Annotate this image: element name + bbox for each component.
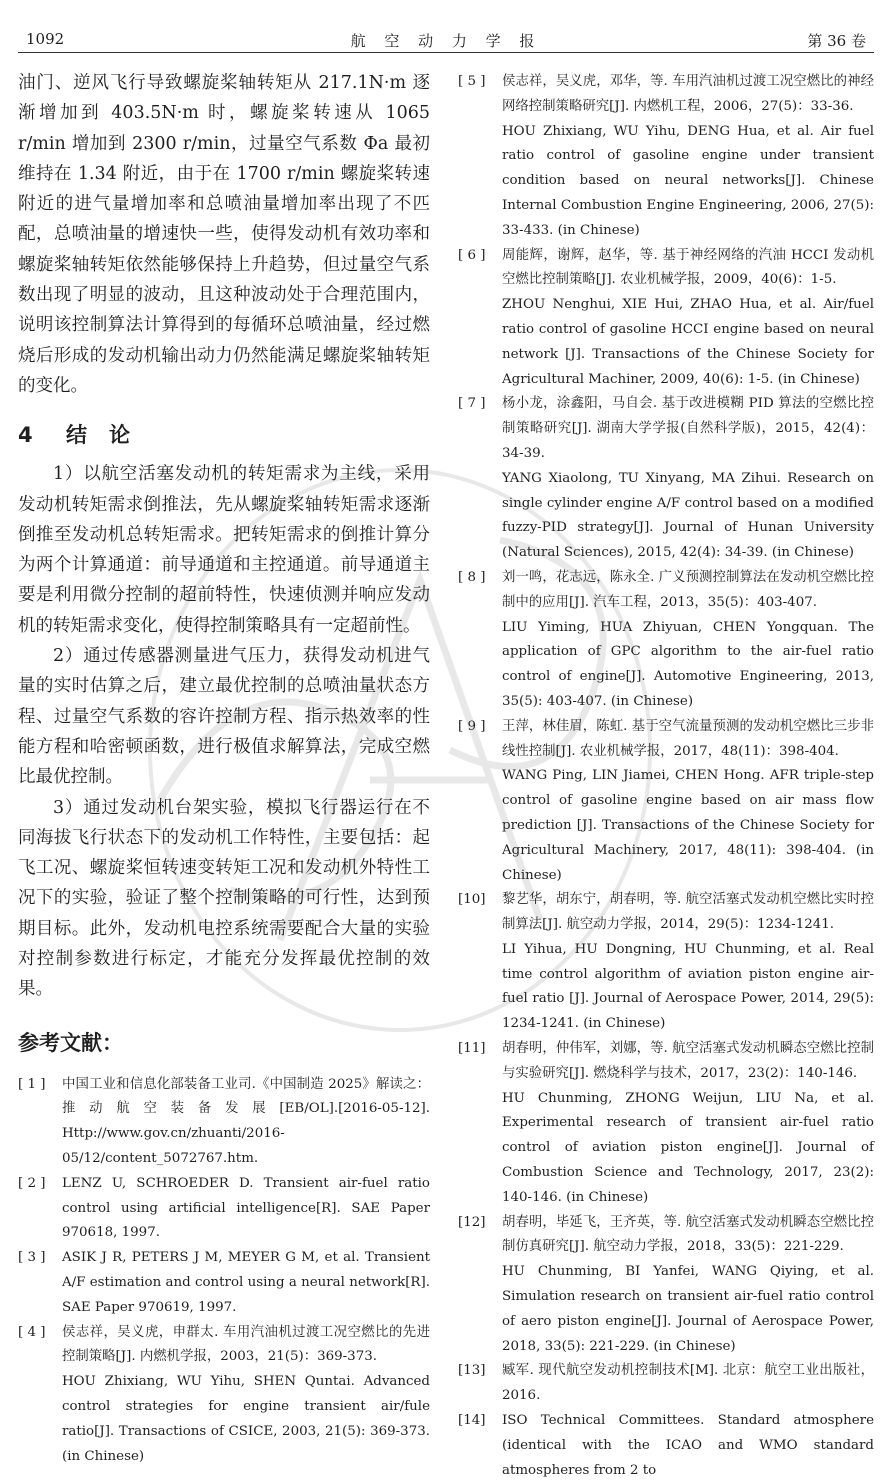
- reference-item: [458, 1359, 874, 1409]
- reference-number: [ 5 ]: [458, 74, 486, 89]
- reference-number: [ 4 ]: [18, 1324, 46, 1340]
- reference-text: [62, 1073, 430, 1172]
- section-heading: [18, 419, 430, 449]
- reference-number: [ 9 ]: [458, 718, 486, 734]
- conclusion-paragraph-1: 1）以航空活塞发动机的转矩需求为主线，采用发动机转矩需求倒推法，先从螺旋桨轴转矩需求逐渐倒推至发动机总转矩需求。把转矩需求的倒推计算分为两个计算通道：前导通道和主控通道。前导通道主要是利用微分控制的超前特性，快速侦测并响应发动机的转矩需求变化，使得控制策略具有一定超前性。: [18, 464, 430, 636]
- reference-text: [502, 244, 874, 393]
- reference-line: 刘一鸣，花志远，陈永全. 广义预测控制算法在发动机空燃比控制中的应用[J]. 汽车工程，2013，35(5)：403-407.: [502, 569, 874, 610]
- reference-number: [14]: [458, 1413, 486, 1429]
- reference-text: [502, 888, 874, 1037]
- section-number: 4: [18, 423, 33, 448]
- reference-text: [502, 1409, 874, 1483]
- reference-item: [458, 566, 874, 715]
- reference-text: [502, 392, 874, 566]
- reference-item: [458, 70, 874, 244]
- page-number: 1092: [26, 30, 65, 48]
- volume-label: 第 36 卷: [807, 32, 866, 50]
- reference-list-left: [18, 1073, 430, 1470]
- reference-line: 王萍，林佳眉，陈虹. 基于空气流量预测的发动机空燃比三步非线性控制[J]. 农业机械学报，2017，48(11)：398-404.: [502, 718, 874, 759]
- reference-line: 杨小龙，涂鑫阳，马自会. 基于改进模糊 PID 算法的空燃比控制策略研究[J]. 湖南大学学报(自然科学版)，2015，42(4)：34-39.: [502, 396, 874, 461]
- reference-item: [458, 1409, 874, 1483]
- reference-line: 侯志祥，吴义虎，邓华，等. 车用汽油机过渡工况空燃比的神经网络控制策略研究[J]. 内燃机工程，2006，27(5)：33-36.: [502, 74, 874, 114]
- reference-line: HU Chunming, BI Yanfei, WANG Qiying, et al. Simulation research on transient air-fuel ratio control of aero piston engine[J]. Journal of Aerospace Power, 2018, 33(5): 221-229. (in Chinese): [502, 1264, 874, 1354]
- left-column: [18, 68, 430, 1469]
- reference-number: [11]: [458, 1041, 486, 1057]
- reference-item: [458, 244, 874, 393]
- reference-line: YANG Xiaolong, TU Xinyang, MA Zihui. Research on single cylinder engine A/F control based on a modified fuzzy-PID strategy[J]. Journal of Hunan University (Natural Sciences), 2015, 42(4): 34-39. (in Chinese): [502, 470, 874, 561]
- reference-item: [18, 1321, 430, 1470]
- reference-line: LENZ U, SCHROEDER D. Transient air-fuel ratio control using artificial intelligence[R]. SAE Paper 970618, 1997.: [62, 1175, 430, 1241]
- reference-line: ASIK J R, PETERS J M, MEYER G M, et al. Transient A/F estimation and control using a neural network[R]. SAE Paper 970619, 1997.: [62, 1250, 430, 1315]
- reference-text: [502, 1359, 874, 1409]
- reference-number: [10]: [458, 892, 486, 908]
- body-paragraph: 油门、逆风飞行导致螺旋桨轴转矩从 217.1N·m 逐渐增加到 403.5N·m 时，螺旋桨转速从 1065 r/min 增加到 2300 r/min，过量空气系数 Φa 最初维持在 1.34 附近，由于在 1700 r/min 螺旋桨转速附近的进气量增加率和总喷油量增加率出现了不匹配，总喷油量的增速快一些，使得发动机有效功率和螺旋桨轴转矩依然能够保持上升趋势，但过量空气系数出现了明显的波动，且这种波动处于合理范围内，说明该控制算法计算得到的每循环总喷油量，经过燃烧后形成的发动机输出动力仍然能满足螺旋桨轴转矩的变化。: [18, 73, 430, 396]
- reference-line: HU Chunming, ZHONG Weijun, LIU Na, et al. Experimental research of transient air-fuel ratio control of aviation piston engine[J]. Journal of Combustion Science and Technology, 2017, 23(2): 140-146. (in Chinese): [502, 1090, 874, 1205]
- reference-line: ISO Technical Committees. Standard atmosphere (identical with the ICAO and WMO standard atmospheres from 2 to: [502, 1413, 874, 1478]
- conclusion-paragraph-2: 2）通过传感器测量进气压力，获得发动机进气量的实时估算之后，建立最优控制的总喷油量状态方程、过量空气系数的容许控制方程、指示热效率的性能方程和哈密顿函数，进行极值求解算法，完成空燃比最优控制。: [18, 646, 430, 788]
- reference-item: [18, 1172, 430, 1246]
- reference-text: [62, 1172, 430, 1246]
- reference-line: ZHOU Nenghui, XIE Hui, ZHAO Hua, et al. Air/fuel ratio control of gasoline HCCI engine based on neural network [J]. Transactions of the Chinese Society for Agricultural Machiner, 2009, 40(6): 1-5. (in Chinese): [502, 297, 874, 387]
- reference-line: 黎艺华，胡东宁，胡春明，等. 航空活塞式发动机空燃比实时控制算法[J]. 航空动力学报，2014，29(5)：1234-1241.: [502, 892, 874, 933]
- section-title: 结论: [66, 423, 152, 448]
- conclusion-paragraph-3: 3）通过发动机台架实验，模拟飞行器运行在不同海拔飞行状态下的发动机工作特性，主要包括：起飞工况、螺旋桨恒转速变转矩工况和发动机外特性工况下的实验，验证了整个控制策略的可行性，达到预期目标。此外，发动机电控系统需要配合大量的实验对控制参数进行标定，才能充分发挥最优控制的效果。: [18, 797, 430, 1000]
- reference-number: [12]: [458, 1214, 486, 1230]
- references-heading: 参考文献：: [18, 1030, 123, 1055]
- reference-line: HOU Zhixiang, WU Yihu, DENG Hua, et al. Air fuel ratio control of gasoline engine under transient condition based on neural networks[J]. Chinese Internal Combustion Engine Engineering, 2006, 27(5): 33-433. (in Chinese): [502, 123, 874, 238]
- reference-line: 臧军. 现代航空发动机控制技术[M]. 北京：航空工业出版社，2016.: [502, 1363, 874, 1404]
- reference-item: [458, 392, 874, 566]
- journal-title: 航 空 动 力 学 报: [350, 32, 542, 50]
- reference-line: 胡春明，仲伟军，刘娜，等. 航空活塞式发动机瞬态空燃比控制与实验研究[J]. 燃烧科学与技术，2017，23(2)：140-146.: [502, 1041, 874, 1081]
- reference-text: [502, 566, 874, 715]
- reference-line: WANG Ping, LIN Jiamei, CHEN Hong. AFR triple-step control of gasoline engine based on air mass flow prediction [J]. Transactions of the Chinese Society for Agricultural Machinery, 2017, 48(11): 398-404. (in Chinese): [502, 768, 874, 883]
- reference-item: [18, 1073, 430, 1172]
- reference-number: [ 1 ]: [18, 1076, 46, 1092]
- reference-item: [458, 1211, 874, 1360]
- reference-line: HOU Zhixiang, WU Yihu, SHEN Quntai. Advanced control strategies for engine transient air/fule ratio[J]. Transactions of CSICE, 2003, 21(5): 369-373. (in Chinese): [62, 1374, 430, 1464]
- reference-line: 中国工业和信息化部装备工业司.《中国制造 2025》解读之：推动航空装备发展[EB/OL].[2016-05-12]. Http://www.gov.cn/zhuanti/2016-05/12/content_5072767.htm.: [62, 1076, 430, 1166]
- reference-line: LI Yihua, HU Dongning, HU Chunming, et al. Real time control algorithm of aviation piston engine air-fuel ratio [J]. Journal of Aerospace Power, 2014, 29(5): 1234-1241. (in Chinese): [502, 941, 874, 1032]
- reference-number: [ 8 ]: [458, 569, 486, 585]
- reference-item: [18, 1246, 430, 1320]
- reference-number: [ 2 ]: [18, 1175, 46, 1191]
- reference-item: [458, 1037, 874, 1211]
- reference-number: [ 7 ]: [458, 396, 486, 412]
- reference-text: [502, 1037, 874, 1211]
- reference-number: [ 3 ]: [18, 1250, 46, 1266]
- reference-item: [458, 888, 874, 1037]
- reference-item: [458, 715, 874, 889]
- reference-text: [502, 1211, 874, 1360]
- reference-line: 胡春明，毕延飞，王齐英，等. 航空活塞式发动机瞬态空燃比控制仿真研究[J]. 航空动力学报，2018，33(5)：221-229.: [502, 1214, 874, 1255]
- reference-text: [502, 70, 874, 244]
- reference-number: [ 6 ]: [458, 247, 486, 263]
- reference-list-right: [458, 70, 874, 1483]
- reference-line: LIU Yiming, HUA Zhiyuan, CHEN Yongquan. The application of GPC algorithm to the air-fuel ratio control of engine[J]. Automotive Engineering, 2013, 35(5): 403-407. (in Chinese): [502, 619, 874, 709]
- reference-line: 周能辉，谢辉，赵华，等. 基于神经网络的汽油 HCCI 发动机空燃比控制策略[J]. 农业机械学报，2009，40(6)：1-5.: [502, 247, 874, 288]
- reference-line: 侯志祥，吴义虎，申群太. 车用汽油机过渡工况空燃比的先进控制策略[J]. 内燃机学报，2003，21(5)：369-373.: [62, 1324, 430, 1365]
- reference-text: [62, 1321, 430, 1470]
- reference-text: [62, 1246, 430, 1320]
- reference-text: [502, 715, 874, 889]
- running-header: [18, 22, 874, 53]
- reference-number: [13]: [458, 1363, 486, 1379]
